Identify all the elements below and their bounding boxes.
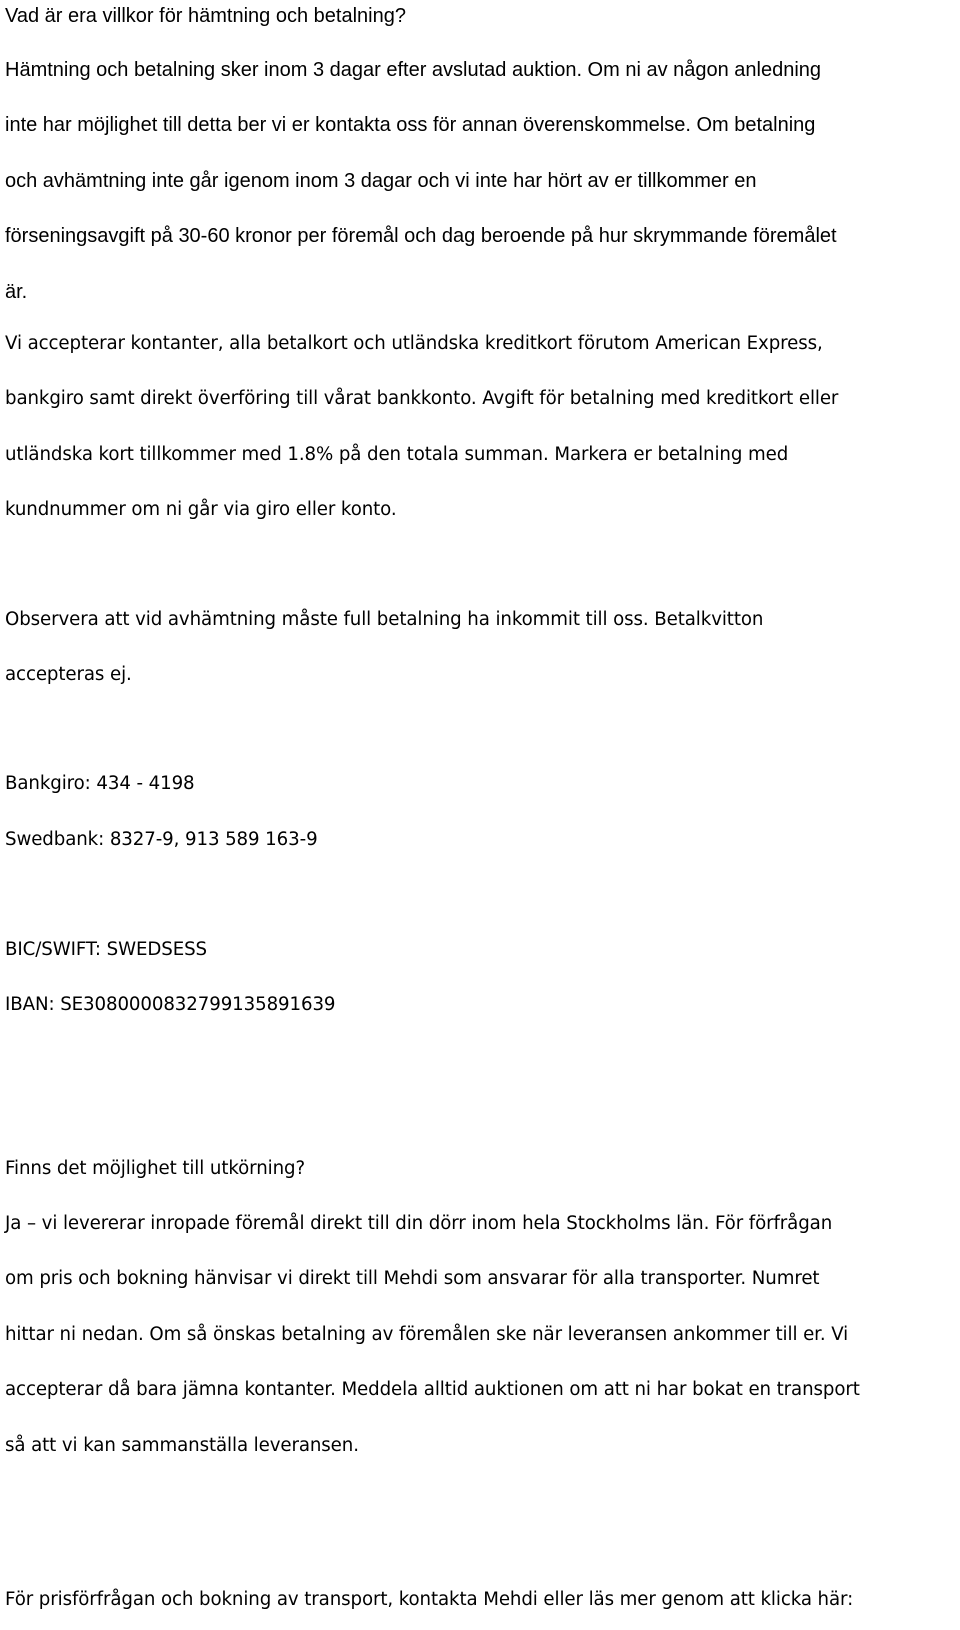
question-delivery: Finns det möjlighet till utkörning? xyxy=(5,1158,306,1179)
iban-number: IBAN: SE3080000832799135891639 xyxy=(5,994,336,1015)
paragraph-line: Vi accepterar kontanter, alla betalkort och utländska kreditkort förutom American Express, xyxy=(5,333,823,354)
transport-contact-line: För prisförfrågan och bokning av transport, kontakta Mehdi eller läs mer genom att klicka här: xyxy=(5,1589,854,1610)
question-pickup-payment: Vad är era villkor för hämtning och betalning? xyxy=(5,5,406,27)
paragraph-line: Ja – vi levererar inropade föremål direkt till din dörr inom hela Stockholms län. För förfrågan xyxy=(5,1213,833,1234)
paragraph-line: inte har möjlighet till detta ber vi er kontakta oss för annan överenskommelse. Om betalning xyxy=(5,114,816,136)
paragraph-line: är. xyxy=(5,281,28,303)
bic-swift-code: BIC/SWIFT: SWEDSESS xyxy=(5,939,207,960)
swedbank-account: Swedbank: 8327-9, 913 589 163-9 xyxy=(5,829,318,850)
paragraph-line: bankgiro samt direkt överföring till vårat bankkonto. Avgift för betalning med kreditkort eller xyxy=(5,388,839,409)
paragraph-line: accepterar då bara jämna kontanter. Meddela alltid auktionen om att ni har bokat en transport xyxy=(5,1379,860,1400)
bankgiro-number: Bankgiro: 434 - 4198 xyxy=(5,773,195,794)
paragraph-line: kundnummer om ni går via giro eller konto. xyxy=(5,499,397,520)
paragraph-line: om pris och bokning hänvisar vi direkt till Mehdi som ansvarar för alla transporter. Numret xyxy=(5,1268,820,1289)
paragraph-line: accepteras ej. xyxy=(5,664,132,685)
paragraph-line: Observera att vid avhämtning måste full betalning ha inkommit till oss. Betalkvitton xyxy=(5,609,764,630)
paragraph-line: hittar ni nedan. Om så önskas betalning av föremålen ske när leveransen ankommer till er. Vi xyxy=(5,1324,849,1345)
paragraph-line: så att vi kan sammanställa leveransen. xyxy=(5,1435,359,1456)
paragraph-line: utländska kort tillkommer med 1.8% på den totala summan. Markera er betalning med xyxy=(5,444,789,465)
paragraph-line: och avhämtning inte går igenom inom 3 dagar och vi inte har hört av er tillkommer en xyxy=(5,170,757,192)
paragraph-line: Hämtning och betalning sker inom 3 dagar efter avslutad auktion. Om ni av någon anledning xyxy=(5,59,822,81)
paragraph-line: förseningsavgift på 30-60 kronor per föremål och dag beroende på hur skrymmande föremålet xyxy=(5,225,837,247)
